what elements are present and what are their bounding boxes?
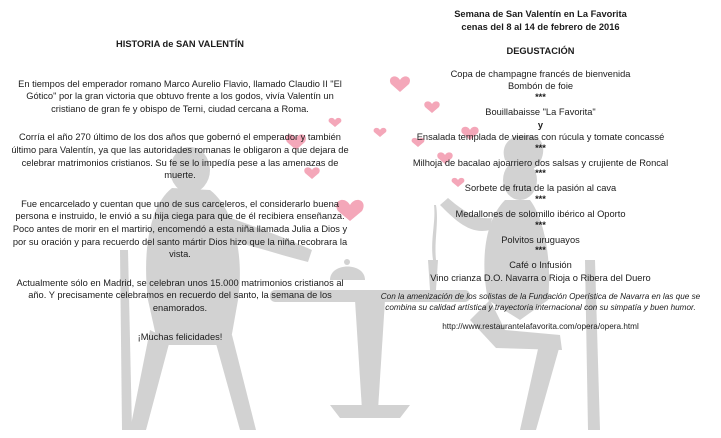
separator: *** [535, 91, 546, 102]
story-paragraph-4: Actualmente sólo en Madrid, se celebran unos 15.000 matrimonios cristianos al año. Y precisamente celebramos en recuerdo del santo, la semana de los enamorados. [16, 277, 344, 313]
dish-welcome-2: Bombón de foie [507, 81, 574, 92]
menu-header-line2: cenas del 8 al 14 de febrero de 2016 [461, 21, 620, 32]
dish-starter-1: Bouillabaisse "La Favorita" [485, 106, 596, 117]
story-paragraph-1: En tiempos del emperador romano Marco Aurelio Flavio, llamado Claudio II "El Gótico" por la gran victoria que obtuvo frente a los godos, vivía Valentín un cristiano de gran fe y obispo de Terni, ciudad cercana a Roma. [18, 78, 342, 114]
dish-dessert: Polvitos uruguayos [501, 234, 580, 245]
story-title: HISTORIA de SAN VALENTÍN [116, 39, 244, 49]
dish-sorbet: Sorbete de fruta de la pasión al cava [464, 183, 617, 194]
menu-section-title: DEGUSTACIÓN [506, 46, 575, 57]
dish-meat: Medallones de solomillo ibérico al Oporto [455, 208, 626, 219]
menu-column [368, 8, 713, 333]
story-paragraph-2: Corría el año 270 último de los dos años que gobernó el emperador y también último para Valentín, ya que las autoridades romanas le obligaron a que dejara de celebrar matrimonios cristianos. Su fe se lo impedía pese a las amenazas de muerte. [11, 132, 349, 181]
story-column [10, 38, 350, 343]
dish-wine: Vino crianza D.O. Navarra o Rioja o Ribera del Duero [430, 272, 651, 283]
story-paragraph-3: Fue encarcelado y cuentan que uno de sus carceleros, el considerarlo buena persona e instruido, le envió a su hija ciega para que de él recibiera enseñanza. Poco antes de morir en el martirio, encomendó a esta niña llamada Julia a Dios y por su oración y para recuerdo del santo mártir Dios hizo que la niña recobrara la vista. [12, 198, 348, 260]
dish-welcome-1: Copa de champagne francés de bienvenida [450, 68, 631, 79]
dish-starter-2: Ensalada templada de vieiras con rúcula y tomate concassé [416, 132, 665, 143]
separator: *** [535, 245, 546, 256]
separator: *** [535, 219, 546, 230]
separator: *** [535, 142, 546, 153]
closing-greeting: ¡Muchas felicidades! [137, 331, 223, 342]
dish-conjunction: y [537, 119, 544, 130]
separator: *** [535, 168, 546, 179]
separator: *** [535, 193, 546, 204]
entertainment-note: Con la amenización de los solistas de la Fundación Operística de Navarra en las que se combina su calidad artística y trayectoria internacional con su simpatía y buen humor. [380, 292, 701, 312]
dish-coffee: Café o Infusión [509, 260, 572, 271]
dish-fish: Milhoja de bacalao ajoarriero dos salsas y crujiente de Roncal [412, 157, 669, 168]
menu-header-line1: Semana de San Valentín en La Favorita [454, 9, 627, 19]
website-link[interactable]: http://www.restaurantelafavorita.com/opera/opera.html [442, 321, 639, 331]
